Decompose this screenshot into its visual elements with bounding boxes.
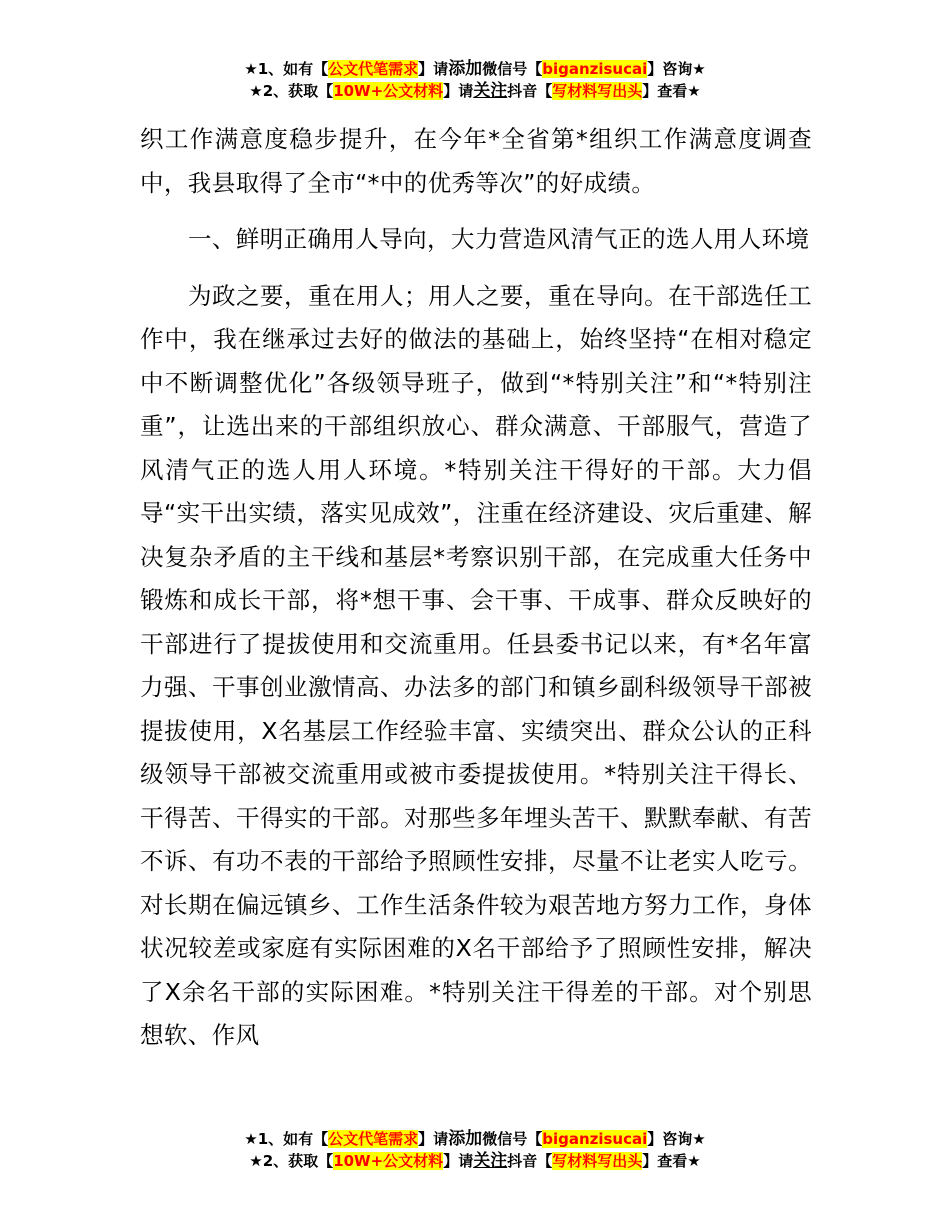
promo-line-2	[0, 80, 950, 102]
promo-text: 】请	[418, 60, 449, 78]
promo-text: ★1、如有【	[244, 1130, 329, 1148]
promo-text: 抖音【	[507, 82, 553, 100]
promo-text: ★1、如有【	[244, 60, 329, 78]
paragraph-body: 为政之要，重在用人；用人之要，重在导向。在干部选任工作中，我在继承过去好的做法的基础上，始终坚持“在相对稳定中不断调整优化”各级领导班子，做到“*特别关注”和“*特别注重”，让选出来的干部组织放心、群众满意、干部服气，营造了风清气正的选人用人环境。*特别关注干得好的干部。大力倡导“实干出实绩，落实见成效”，注重在经济建设、灾后重建、解决复杂矛盾的主干线和基层*考察识别干部，在完成重大任务中锻炼和成长干部，将*想干事、会干事、干成事、群众反映好的干部进行了提拔使用和交流重用。任县委书记以来，有*名年富力强、干事创业激情高、办法多的部门和镇乡副科级领导干部被提拔使用，X名基层工作经验丰富、实绩突出、群众公认的正科级领导干部被交流重用或被市委提拔使用。*特别关注干得长、干得苦、干得实的干部。对那些多年埋头苦干、默默奉献、有苦不诉、有功不表的干部给予照顾性安排，尽量不让老实人吃亏。对长期在偏远镇乡、工作生活条件较为艰苦地方努力工作，身体状况较差或家庭有实际困难的X名干部给予了照顾性安排，解决了X余名干部的实际困难。*特别关注干得差的干部。对个别思想软、作风	[140, 281, 812, 1049]
promo-text: 】请	[443, 82, 474, 100]
paragraph-continuation: 织工作满意度稳步提升，在今年*全省第*组织工作满意度调查中，我县取得了全市“*中的优秀等次”的好成绩。	[140, 125, 812, 197]
paragraph-gap	[140, 262, 812, 275]
promo-banner-top	[0, 58, 950, 102]
promo-line-2	[0, 1150, 950, 1172]
promo-text: 微信号【	[482, 1130, 543, 1148]
promo-text: 】请	[443, 1152, 474, 1170]
highlight-wechat-id: biganzisucai	[542, 1130, 648, 1148]
highlight-service: 公文代笔需求	[328, 60, 419, 78]
promo-text: ★2、获取【	[249, 1152, 334, 1170]
promo-text: 】查看★	[642, 82, 701, 100]
paragraph-gap	[140, 205, 812, 218]
emphasis-text: 关注	[473, 1151, 508, 1171]
promo-line-1	[0, 1128, 950, 1150]
promo-text: 微信号【	[482, 60, 543, 78]
promo-text: ★2、获取【	[249, 82, 334, 100]
promo-banner-bottom	[0, 1128, 950, 1172]
highlight-wechat-id: biganzisucai	[542, 60, 648, 78]
promo-text: 】请	[418, 1130, 449, 1148]
promo-text: 】咨询★	[647, 60, 706, 78]
highlight-materials: 10W+公文材料	[333, 82, 444, 100]
highlight-service: 公文代笔需求	[328, 1130, 419, 1148]
document-body	[140, 118, 812, 1058]
emphasis-text: 添加	[448, 1129, 483, 1149]
promo-text: 】查看★	[642, 1152, 701, 1170]
promo-text: 】咨询★	[647, 1130, 706, 1148]
highlight-materials: 10W+公文材料	[333, 1152, 444, 1170]
promo-line-1	[0, 58, 950, 80]
highlight-douyin-id: 写材料写出头	[552, 1152, 643, 1170]
emphasis-text: 添加	[448, 59, 483, 79]
emphasis-text: 关注	[473, 81, 508, 101]
promo-text: 抖音【	[507, 1152, 553, 1170]
section-heading: 一、鲜明正确用人导向，大力营造风清气正的选人用人环境	[188, 225, 810, 253]
highlight-douyin-id: 写材料写出头	[552, 82, 643, 100]
